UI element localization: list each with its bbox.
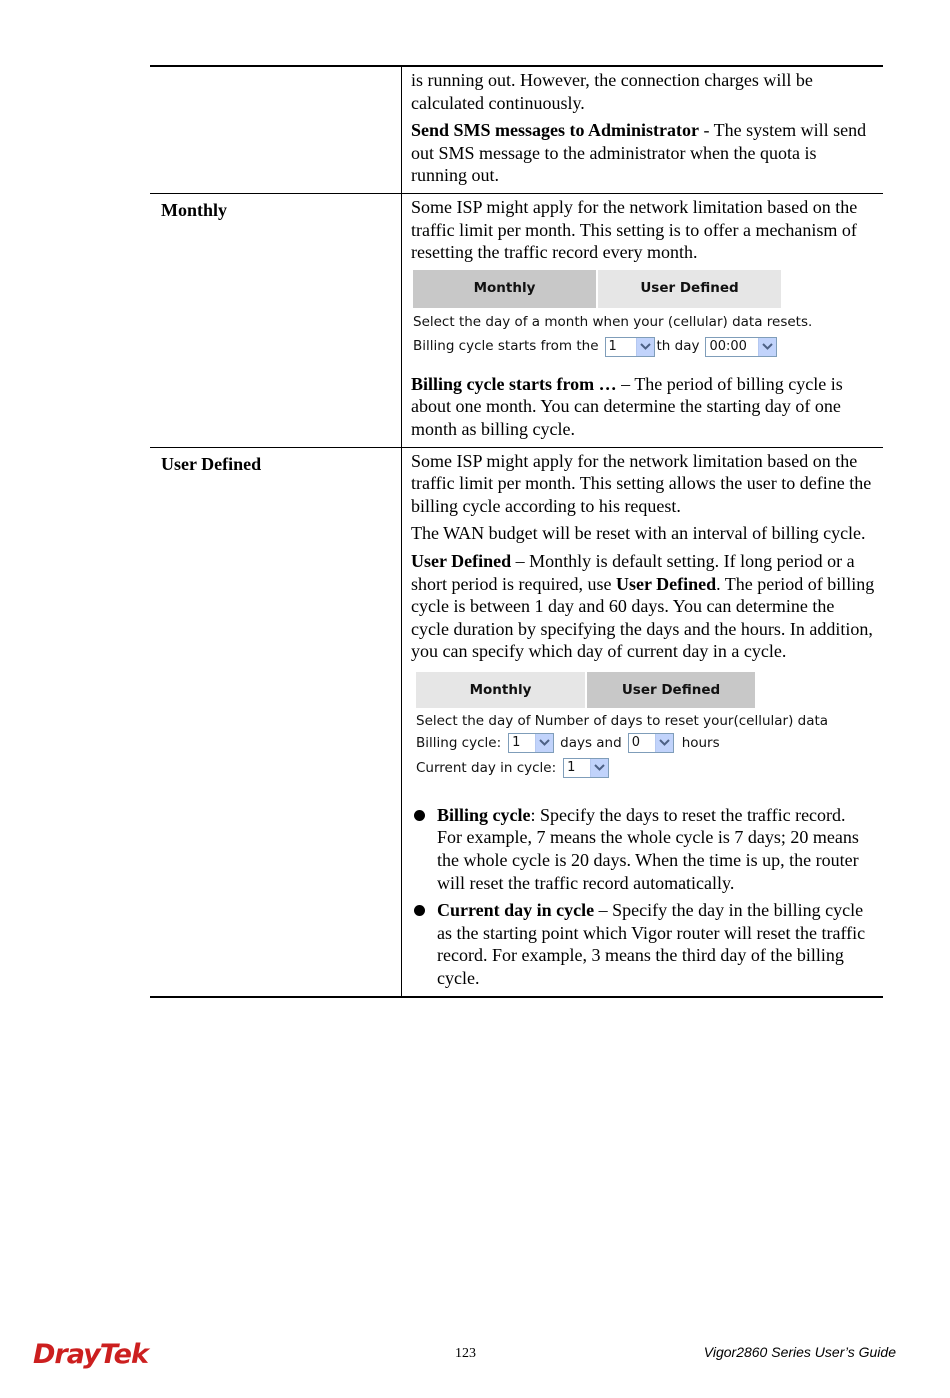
chevron-down-icon[interactable] xyxy=(535,734,553,752)
bullet-icon xyxy=(411,804,437,894)
paragraph-text: – Specify the day in the billing cycle as the starting point which Vigor router will reset the traffic record. For example, 3 means the third day of the billing cycle. xyxy=(437,900,866,989)
paragraph xyxy=(411,373,875,441)
paragraph-text: - The system will send out SMS message to the administrator when the quota is running out. xyxy=(411,120,867,186)
instruction-text: Select the day of Number of days to reset your(cellular) data xyxy=(416,712,829,729)
select-value: 0 xyxy=(631,734,640,750)
current-day-line xyxy=(416,754,875,782)
parameter-table xyxy=(150,65,883,998)
bullet-text xyxy=(437,804,875,894)
list-item xyxy=(411,899,875,989)
monthly-settings-panel xyxy=(413,270,875,359)
billing-cycle-line xyxy=(416,732,875,754)
bold-term: User Defined xyxy=(411,550,512,571)
chevron-down-icon[interactable] xyxy=(636,338,654,356)
paragraph-text: : Specify the days to reset the traffic record. For example, 7 means the whole cycle is 7 days; 20 means the whole cycle is 20 days. When the time is up, the router will reset the traffic record automatically. xyxy=(437,804,859,893)
description-cell xyxy=(402,193,884,447)
paragraph xyxy=(411,550,875,663)
tab-bar xyxy=(416,672,875,708)
paragraph: Some ISP might apply for the network limitation based on the traffic limit per month. This setting allows the user to define the billing cycle according to his request. xyxy=(411,450,872,516)
table-row xyxy=(150,66,883,193)
paragraph: is running out. However, the connection charges will be calculated continuously. xyxy=(411,70,813,113)
draytek-logo: DrayTek xyxy=(33,1339,148,1370)
user-defined-settings-panel xyxy=(416,672,875,782)
term-cell: Monthly xyxy=(150,193,402,447)
guide-title: Vigor2860 Series User’s Guide xyxy=(703,1344,896,1360)
start-day-select[interactable] xyxy=(605,337,655,357)
paragraph-text: . The period of billing cycle is between 1 day and 60 days. You can determine the cycle duration by specifying the days and the hours. In addition, you can specify which day of current day in a cycle. xyxy=(411,573,875,662)
current-day-select[interactable] xyxy=(563,758,609,778)
instruction-text: Select the day of a month when your (cellular) data resets. xyxy=(413,314,813,331)
table-row xyxy=(150,447,883,997)
select-value: 1 xyxy=(608,338,617,354)
paragraph xyxy=(411,119,875,187)
chevron-down-icon[interactable] xyxy=(655,734,673,752)
paragraph-text: – Monthly is default setting. If long period or a short period is required, use xyxy=(411,550,855,594)
bullet-text xyxy=(437,899,875,989)
paragraph: Some ISP might apply for the network limitation based on the traffic limit per month. This setting is to offer a mechanism of resetting the traffic record every month. xyxy=(411,196,858,263)
select-value: 1 xyxy=(567,759,576,775)
bold-term: Send SMS messages to Administrator xyxy=(411,120,700,141)
list-item xyxy=(411,804,875,894)
day-suffix-label: th day xyxy=(656,338,700,355)
bullet-icon xyxy=(411,899,437,989)
billing-hours-select[interactable] xyxy=(628,733,674,753)
select-value: 1 xyxy=(512,734,521,750)
billing-days-select[interactable] xyxy=(508,733,554,753)
page-number: 123 xyxy=(455,1346,476,1361)
chevron-down-icon[interactable] xyxy=(590,759,608,777)
bold-term: User Defined xyxy=(615,573,717,594)
paragraph-text: – The period of billing cycle is about one month. You can determine the starting day of one month as billing cycle. xyxy=(411,373,843,439)
chevron-down-icon[interactable] xyxy=(758,338,776,356)
start-time-select[interactable] xyxy=(705,337,777,357)
tab-bar xyxy=(413,270,875,308)
current-day-label: Current day in cycle: xyxy=(416,759,557,776)
table-row xyxy=(150,193,883,447)
tab-user-defined[interactable]: User Defined xyxy=(587,672,755,708)
term-cell: User Defined xyxy=(150,447,402,997)
tab-monthly[interactable]: Monthly xyxy=(416,672,585,708)
bold-term: Billing cycle starts from … xyxy=(411,373,617,394)
bold-term: Current day in cycle xyxy=(437,900,595,921)
bold-term: Billing cycle xyxy=(437,804,531,825)
billing-start-label: Billing cycle starts from the xyxy=(413,338,599,355)
select-value: 00:00 xyxy=(709,338,747,354)
hours-label: hours xyxy=(681,734,720,751)
term-cell xyxy=(150,66,402,193)
days-and-label: days and xyxy=(560,734,622,751)
billing-cycle-label: Billing cycle: xyxy=(416,734,502,751)
paragraph: The WAN budget will be reset with an interval of billing cycle. xyxy=(411,523,866,544)
tab-user-defined[interactable]: User Defined xyxy=(598,270,781,308)
billing-start-line xyxy=(413,335,875,359)
description-cell xyxy=(402,447,884,997)
tab-monthly[interactable]: Monthly xyxy=(413,270,596,308)
description-cell xyxy=(402,66,884,193)
